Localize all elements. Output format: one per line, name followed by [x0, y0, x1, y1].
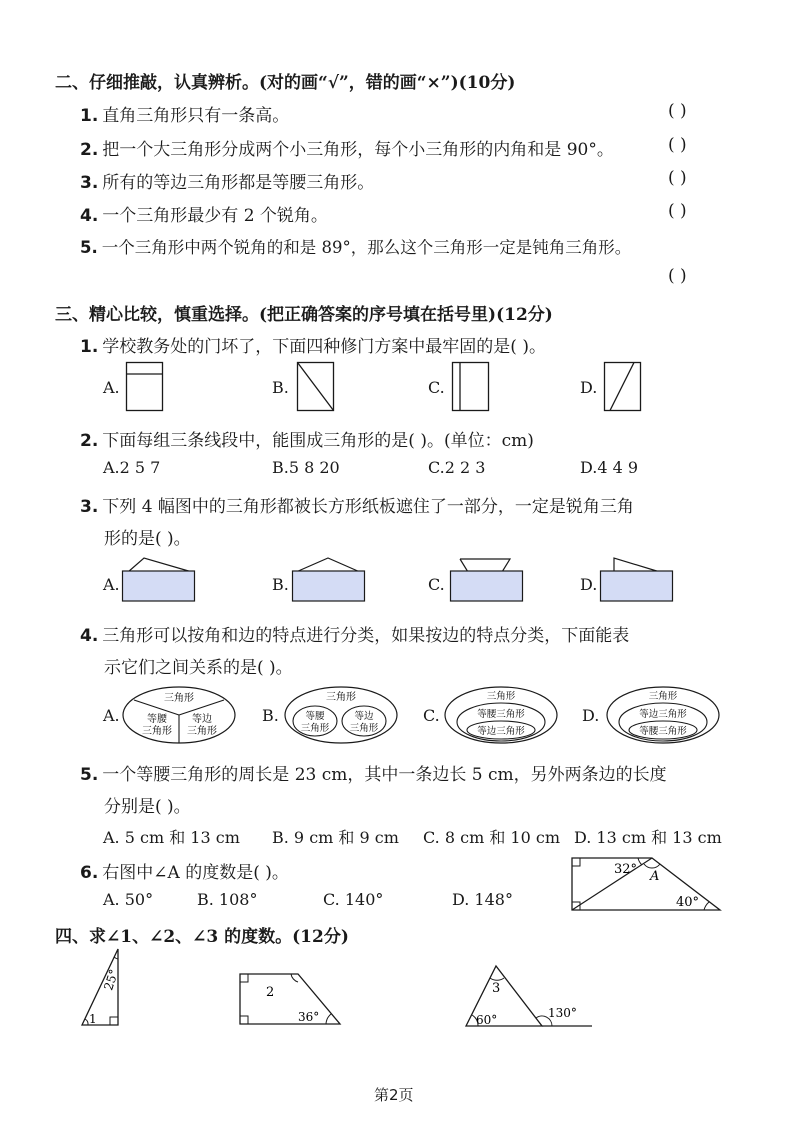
fig2-label-2: 2	[266, 985, 275, 1000]
s3-q1-option-a[interactable]: A.	[103, 378, 120, 397]
s3-q6-option-a[interactable]: A. 50°	[103, 890, 154, 909]
s2-q5-answer[interactable]: ( )	[668, 266, 687, 286]
s2-q1-answer[interactable]: ( )	[668, 101, 687, 121]
venn-c-triangle-label: 三角形	[486, 691, 516, 702]
fig3-angle-130: 130°	[548, 1006, 577, 1020]
s2-q2-answer[interactable]: ( )	[668, 135, 687, 155]
s3-q3-option-a[interactable]: A.	[103, 575, 120, 594]
venn-d	[606, 686, 724, 746]
s3-q3-option-d[interactable]: D.	[580, 575, 598, 594]
s3-q4-option-b[interactable]: B.	[262, 706, 279, 725]
venn-b-iso-label-2: 三角形	[300, 723, 330, 734]
page-number: 第2页	[374, 1086, 414, 1104]
section2-title: 二、仔细推敲，认真辨析。(对的画“√”，错的画“×”)(10分)	[55, 73, 516, 93]
venn-d-triangle-label: 三角形	[648, 691, 678, 702]
s2-q4-answer[interactable]: ( )	[668, 201, 687, 221]
covered-triangle-b	[292, 555, 372, 605]
section4-title: 四、求∠1、∠2、∠3 的度数。(12分)	[55, 927, 349, 947]
door-fig-d	[604, 362, 642, 412]
s2-q3-answer[interactable]: ( )	[668, 168, 687, 188]
s2-q3: 3. 所有的等边三角形都是等腰三角形。	[80, 173, 375, 193]
angle-2-figure	[236, 968, 348, 1028]
venn-b-iso-label-1: 等腰	[305, 711, 325, 722]
s3-q4-option-a[interactable]: A.	[103, 706, 120, 725]
angle-3-figure	[462, 962, 594, 1032]
covered-triangle-a	[122, 555, 202, 605]
venn-c-equi-label: 等边三角形	[477, 726, 525, 737]
venn-a-triangle-label: 三角形	[164, 693, 194, 704]
venn-a-iso-label-1: 等腰	[147, 714, 167, 725]
fig1-angle-25: 25°	[101, 967, 122, 993]
s3-q2: 2. 下面每组三条线段中，能围成三角形的是( )。(单位：cm)	[80, 431, 534, 451]
fig2-angle-36: 36°	[298, 1010, 320, 1024]
s3-q1: 1. 学校教务处的门坏了，下面四种修门方案中最牢固的是( )。	[80, 337, 546, 357]
s3-q5-line2: 分别是( )。	[104, 797, 191, 817]
s3-q5-line1: 5. 一个等腰三角形的周长是 23 cm，其中一条边长 5 cm，另外两条边的长度	[80, 765, 667, 785]
venn-d-equi-label: 等边三角形	[639, 709, 687, 720]
door-fig-c	[452, 362, 490, 412]
venn-a-equi-label-2: 三角形	[187, 726, 217, 737]
s3-q3-line1: 3. 下列 4 幅图中的三角形都被长方形纸板遮住了一部分，一定是锐角三角	[80, 497, 634, 517]
s3-q3-option-b[interactable]: B.	[272, 575, 289, 594]
covered-triangle-d	[600, 555, 680, 605]
s2-q2: 2. 把一个大三角形分成两个小三角形，每个小三角形的内角和是 90°。	[80, 140, 614, 160]
s3-q4-line2: 示它们之间关系的是( )。	[104, 658, 293, 678]
s3-q3-line2: 形的是( )。	[104, 529, 191, 549]
angle-1-figure	[78, 945, 128, 1029]
s3-q2-option-d[interactable]: D.4 4 9	[580, 458, 639, 477]
venn-b-equi-label-2: 三角形	[349, 723, 379, 734]
s3-q2-option-a[interactable]: A.2 5 7	[103, 458, 161, 477]
fig1-label-1: 1	[89, 1012, 97, 1026]
angle-a-figure	[568, 852, 728, 914]
venn-b-equi-label-1: 等边	[354, 711, 374, 722]
venn-d-iso-label: 等腰三角形	[639, 726, 687, 737]
venn-b	[284, 686, 402, 746]
s2-q1: 1. 直角三角形只有一条高。	[80, 106, 290, 126]
s3-q6-option-b[interactable]: B. 108°	[197, 890, 258, 909]
door-fig-b	[297, 362, 335, 412]
s2-q5: 5. 一个三角形中两个锐角的和是 89°，那么这个三角形一定是钝角三角形。	[80, 238, 632, 257]
s3-q5-option-d[interactable]: D. 13 cm 和 13 cm	[574, 828, 722, 847]
s3-q5-option-c[interactable]: C. 8 cm 和 10 cm	[423, 828, 560, 847]
section3-title: 三、精心比较，慎重选择。(把正确答案的序号填在括号里)(12分)	[55, 305, 553, 325]
s3-q5-option-a[interactable]: A. 5 cm 和 13 cm	[103, 828, 240, 847]
s3-q1-option-c[interactable]: C.	[428, 378, 445, 397]
s2-q4: 4. 一个三角形最少有 2 个锐角。	[80, 206, 328, 226]
s3-q4-option-c[interactable]: C.	[423, 706, 440, 725]
s3-q5-option-b[interactable]: B. 9 cm 和 9 cm	[272, 828, 399, 847]
door-fig-a	[126, 362, 164, 412]
venn-a	[122, 686, 240, 746]
s3-q4-line1: 4. 三角形可以按角和边的特点进行分类，如果按边的特点分类，下面能表	[80, 626, 630, 646]
fig3-label-3: 3	[492, 981, 501, 996]
venn-a-iso-label-2: 三角形	[142, 726, 172, 737]
fig3-angle-60: 60°	[476, 1013, 498, 1027]
s3-q6-option-c[interactable]: C. 140°	[323, 890, 384, 909]
s3-q6: 6. 右图中∠A 的度数是( )。	[80, 863, 289, 883]
venn-c-iso-label: 等腰三角形	[477, 709, 525, 720]
venn-c	[444, 686, 562, 746]
venn-a-equi-label-1: 等边	[192, 714, 212, 725]
s3-q2-option-c[interactable]: C.2 2 3	[428, 458, 486, 477]
s3-q1-option-d[interactable]: D.	[580, 378, 598, 397]
fig6-angle-a: A	[650, 869, 660, 884]
fig6-angle-40: 40°	[676, 895, 700, 910]
s3-q1-option-b[interactable]: B.	[272, 378, 289, 397]
covered-triangle-c	[450, 555, 530, 605]
venn-b-triangle-label: 三角形	[326, 692, 356, 703]
s3-q4-option-d[interactable]: D.	[582, 706, 600, 725]
s3-q2-option-b[interactable]: B.5 8 20	[272, 458, 340, 477]
s3-q6-option-d[interactable]: D. 148°	[452, 890, 513, 909]
fig6-angle-32: 32°	[614, 862, 638, 877]
s3-q3-option-c[interactable]: C.	[428, 575, 445, 594]
